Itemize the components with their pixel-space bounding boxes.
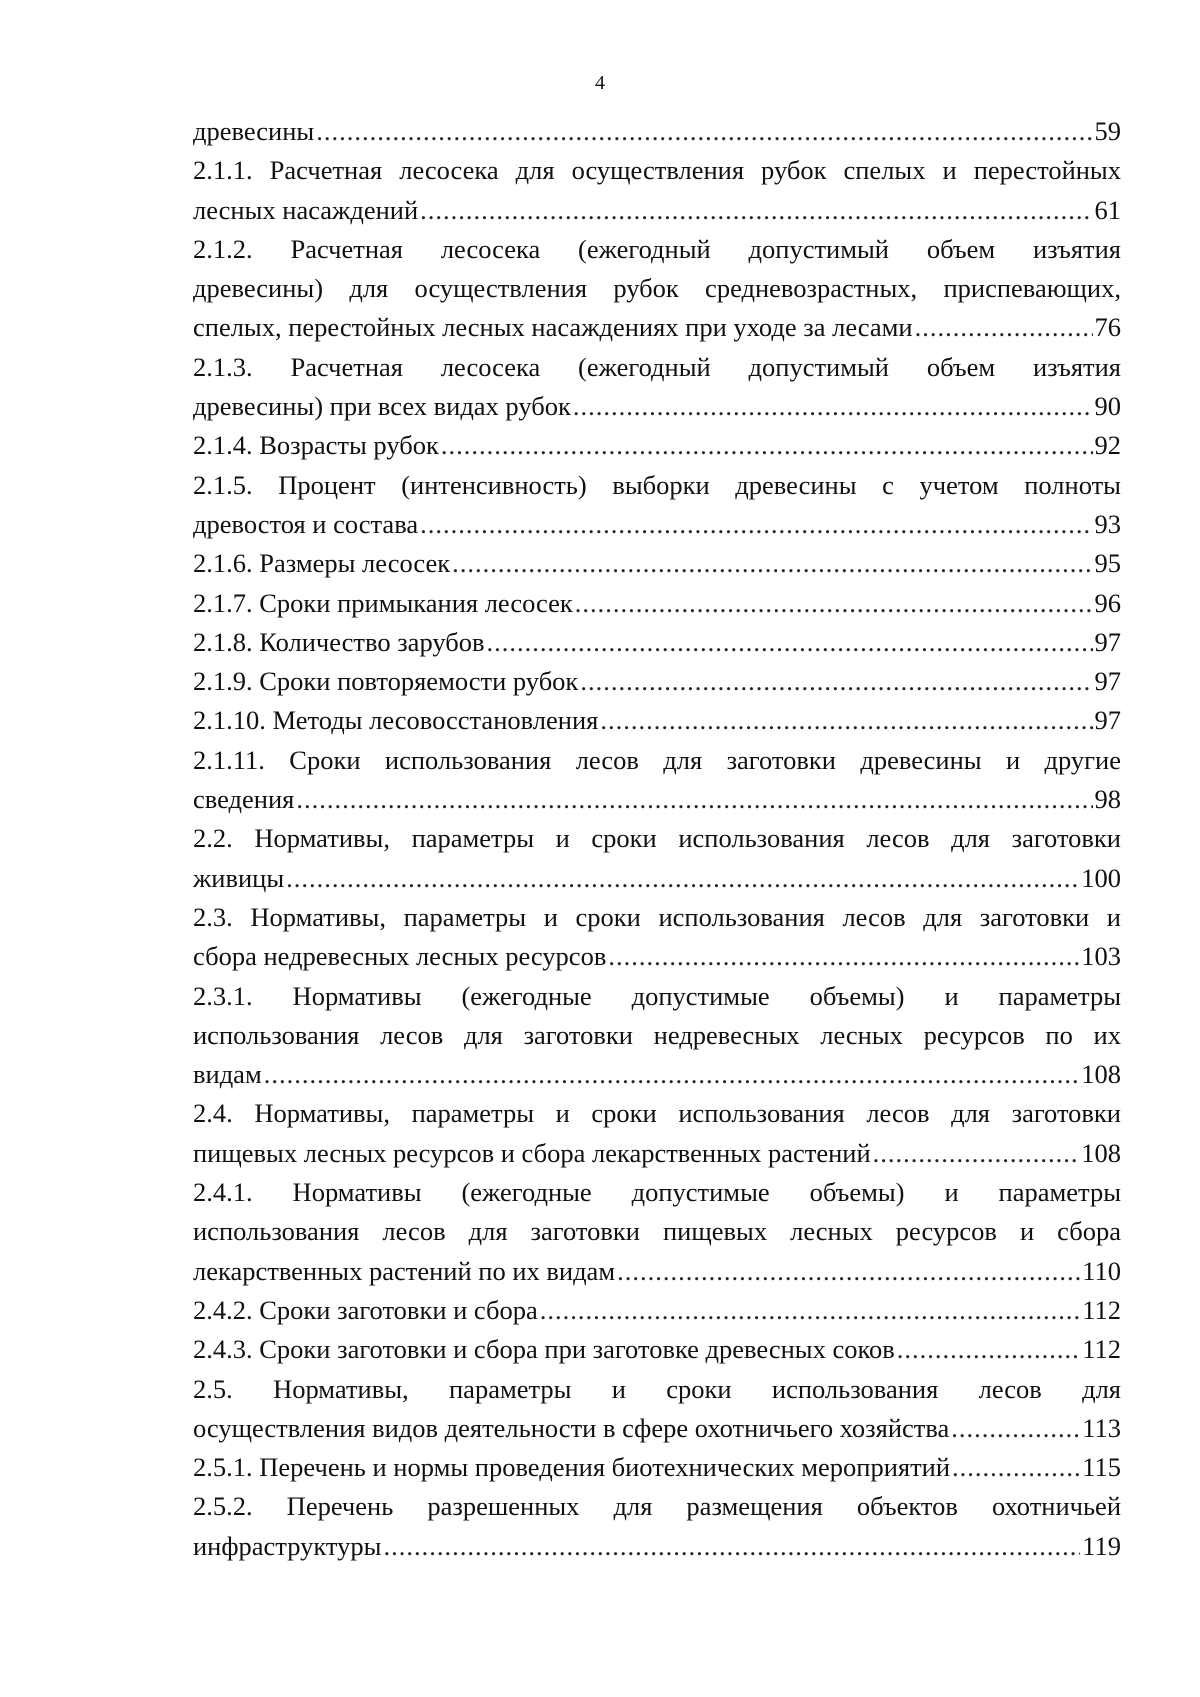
dot-leader: [487, 623, 1093, 662]
toc-entry-title: 2.1.7. Сроки примыкания лесосек: [193, 587, 573, 618]
toc-entry: [193, 623, 1121, 662]
toc-entry-last-line: [193, 191, 1121, 230]
toc-entry: [193, 466, 1121, 545]
toc-entry-last-line: [193, 1330, 1121, 1369]
toc-entry-page-number: 108: [1081, 1059, 1121, 1090]
toc-entry: [193, 819, 1121, 898]
toc-entry: [193, 1330, 1121, 1369]
toc-entry-line: 2.1.1. Расчетная лесосека для осуществления рубок спелых и перестойных: [193, 155, 1121, 186]
toc-entry-title: живицы: [193, 862, 285, 893]
toc-entry: [193, 977, 1121, 1095]
toc-entry-page-number: 97: [1094, 666, 1121, 697]
toc-entry-page-number: 95: [1094, 548, 1121, 579]
toc-entry-line: 2.5.2. Перечень разрешенных для размещения объектов охотничьей: [193, 1491, 1121, 1522]
toc-entry-page-number: 115: [1082, 1452, 1121, 1483]
dot-leader: [575, 584, 1093, 623]
toc-entry-last-line: [193, 505, 1121, 544]
toc-entry-title: древесины: [193, 116, 315, 146]
toc-entry-page-number: 108: [1081, 1137, 1121, 1168]
toc-entry-last-line: [193, 426, 1121, 465]
toc-entry-title: лесных насаждений: [193, 194, 419, 225]
toc-entry-last-line: [193, 1291, 1121, 1330]
toc-entry-line: 2.1.3. Расчетная лесосека (ежегодный допустимый объем изъятия: [193, 351, 1121, 382]
dot-leader: [952, 1448, 1080, 1487]
toc-entry: [193, 151, 1121, 230]
dot-leader: [915, 308, 1093, 347]
toc-entry-title: пищевых лесных ресурсов и сбора лекарственных растений: [193, 1137, 871, 1168]
dot-leader: [897, 1330, 1080, 1369]
toc-entry: [193, 1487, 1121, 1566]
toc-entry-line: 2.2. Нормативы, параметры и сроки использования лесов для заготовки: [193, 823, 1121, 854]
toc-entry-page-number: 93: [1094, 508, 1121, 539]
toc-entry: [193, 701, 1121, 740]
dot-leader: [951, 1409, 1080, 1448]
toc-entry-title: 2.1.4. Возрасты рубок: [193, 430, 439, 461]
toc-entry-title: 2.4.2. Сроки заготовки и сбора: [193, 1294, 538, 1325]
dot-leader: [580, 662, 1092, 701]
table-of-contents: [193, 112, 1121, 1566]
toc-entry-line: 2.4.1. Нормативы (ежегодные допустимые объемы) и параметры: [193, 1177, 1121, 1208]
page-number: 4: [595, 72, 605, 94]
toc-entry-last-line: [193, 1252, 1121, 1291]
toc-entry-last-line: [193, 387, 1121, 426]
toc-entry: [193, 1291, 1121, 1330]
toc-entry-line: 2.3.1. Нормативы (ежегодные допустимые объемы) и параметры: [193, 980, 1121, 1011]
dot-leader: [617, 1252, 1080, 1291]
toc-entry-line: использования лесов для заготовки недревесных лесных ресурсов по их: [193, 1019, 1121, 1050]
toc-entry-page-number: 113: [1082, 1412, 1121, 1443]
toc-entry-page-number: 96: [1094, 587, 1121, 618]
dot-leader: [873, 1134, 1080, 1173]
toc-entry: [193, 544, 1121, 583]
toc-entry: [193, 1173, 1121, 1291]
toc-entry-last-line: [193, 1527, 1121, 1566]
dot-leader: [264, 1055, 1080, 1094]
toc-entry-title: спелых, перестойных лесных насаждениях при уходе за лесами: [193, 312, 913, 343]
toc-entry-title: 2.1.8. Количество зарубов: [193, 626, 485, 657]
toc-entry-page-number: 110: [1082, 1255, 1121, 1286]
toc-entry-last-line: [193, 937, 1121, 976]
toc-entry-title: 2.1.9. Сроки повторяемости рубок: [193, 666, 579, 697]
toc-entry: [193, 584, 1121, 623]
dot-leader: [441, 426, 1093, 465]
toc-entry-page-number: 98: [1094, 784, 1121, 815]
dot-leader: [540, 1291, 1080, 1330]
dot-leader: [452, 544, 1092, 583]
toc-entry-page-number: 100: [1081, 862, 1121, 893]
toc-entry-page-number: 59: [1094, 116, 1121, 146]
dot-leader: [286, 859, 1079, 898]
toc-entry: [193, 741, 1121, 820]
toc-entry-title: сбора недревесных лесных ресурсов: [193, 941, 607, 972]
toc-entry-line: 2.4. Нормативы, параметры и сроки использования лесов для заготовки: [193, 1098, 1121, 1129]
toc-entry-line: 2.1.11. Сроки использования лесов для заготовки древесины и другие: [193, 744, 1121, 775]
toc-entry: [193, 1370, 1121, 1449]
toc-entry-title: 2.5.1. Перечень и нормы проведения биотехнических мероприятий: [193, 1452, 951, 1483]
toc-entry-page-number: 112: [1082, 1294, 1121, 1325]
toc-entry-line: древесины) для осуществления рубок средневозрастных, приспевающих,: [193, 273, 1121, 304]
toc-entry-page-number: 112: [1082, 1334, 1121, 1365]
toc-entry-line: 2.1.2. Расчетная лесосека (ежегодный допустимый объем изъятия: [193, 233, 1121, 264]
toc-entry-page-number: 103: [1081, 941, 1121, 972]
toc-entry-page-number: 97: [1094, 626, 1121, 657]
toc-entry-title: древостоя и состава: [193, 508, 419, 539]
toc-entry-page-number: 97: [1094, 705, 1121, 736]
toc-entry-line: использования лесов для заготовки пищевых лесных ресурсов и сбора: [193, 1216, 1121, 1247]
toc-entry-title: видам: [193, 1059, 262, 1090]
toc-entry-title: 2.1.6. Размеры лесосек: [193, 548, 451, 579]
toc-entry: [193, 426, 1121, 465]
toc-entry: [193, 1094, 1121, 1173]
toc-entry-last-line: [193, 1448, 1121, 1487]
dot-leader: [383, 1527, 1080, 1566]
toc-entry-line: 2.1.5. Процент (интенсивность) выборки древесины с учетом полноты: [193, 469, 1121, 500]
toc-entry-last-line: [193, 623, 1121, 662]
toc-entry-page-number: 61: [1094, 194, 1121, 225]
dot-leader: [573, 387, 1093, 426]
toc-entry-last-line: [193, 1055, 1121, 1094]
toc-entry-title: 2.1.10. Методы лесовосстановления: [193, 705, 599, 736]
toc-entry-last-line: [193, 701, 1121, 740]
toc-entry-title: осуществления видов деятельности в сфере охотничьего хозяйства: [193, 1412, 950, 1443]
toc-entry-title: сведения: [193, 784, 295, 815]
toc-entry-title: инфраструктуры: [193, 1530, 382, 1561]
toc-entry: [193, 230, 1121, 348]
dot-leader: [316, 112, 1092, 151]
toc-entry-last-line: [193, 1409, 1121, 1448]
dot-leader: [608, 937, 1079, 976]
toc-entry-title: древесины) при всех видах рубок: [193, 391, 571, 422]
toc-entry-page-number: 119: [1082, 1530, 1121, 1561]
toc-entry-last-line: [193, 584, 1121, 623]
toc-entry-last-line: [193, 308, 1121, 347]
toc-entry-title: 2.4.3. Сроки заготовки и сбора при заготовке древесных соков: [193, 1334, 895, 1365]
toc-entry: [193, 112, 1121, 151]
toc-entry: [193, 898, 1121, 977]
toc-entry-last-line: [193, 662, 1121, 701]
toc-entry: [193, 1448, 1121, 1487]
dot-leader: [420, 191, 1092, 230]
toc-entry-page-number: 76: [1094, 312, 1121, 343]
toc-entry-last-line: [193, 859, 1121, 898]
dot-leader: [600, 701, 1092, 740]
toc-entry-last-line: [193, 112, 1121, 151]
dot-leader: [420, 505, 1092, 544]
toc-entry-title: лекарственных растений по их видам: [193, 1255, 616, 1286]
toc-entry-last-line: [193, 544, 1121, 583]
dot-leader: [296, 780, 1092, 819]
toc-entry-page-number: 90: [1094, 391, 1121, 422]
toc-entry-last-line: [193, 780, 1121, 819]
toc-entry-page-number: 92: [1094, 430, 1121, 461]
toc-entry-line: 2.3. Нормативы, параметры и сроки использования лесов для заготовки и: [193, 901, 1121, 932]
toc-entry-last-line: [193, 1134, 1121, 1173]
toc-entry: [193, 348, 1121, 427]
toc-entry-line: 2.5. Нормативы, параметры и сроки использования лесов для: [193, 1373, 1121, 1404]
toc-entry: [193, 662, 1121, 701]
